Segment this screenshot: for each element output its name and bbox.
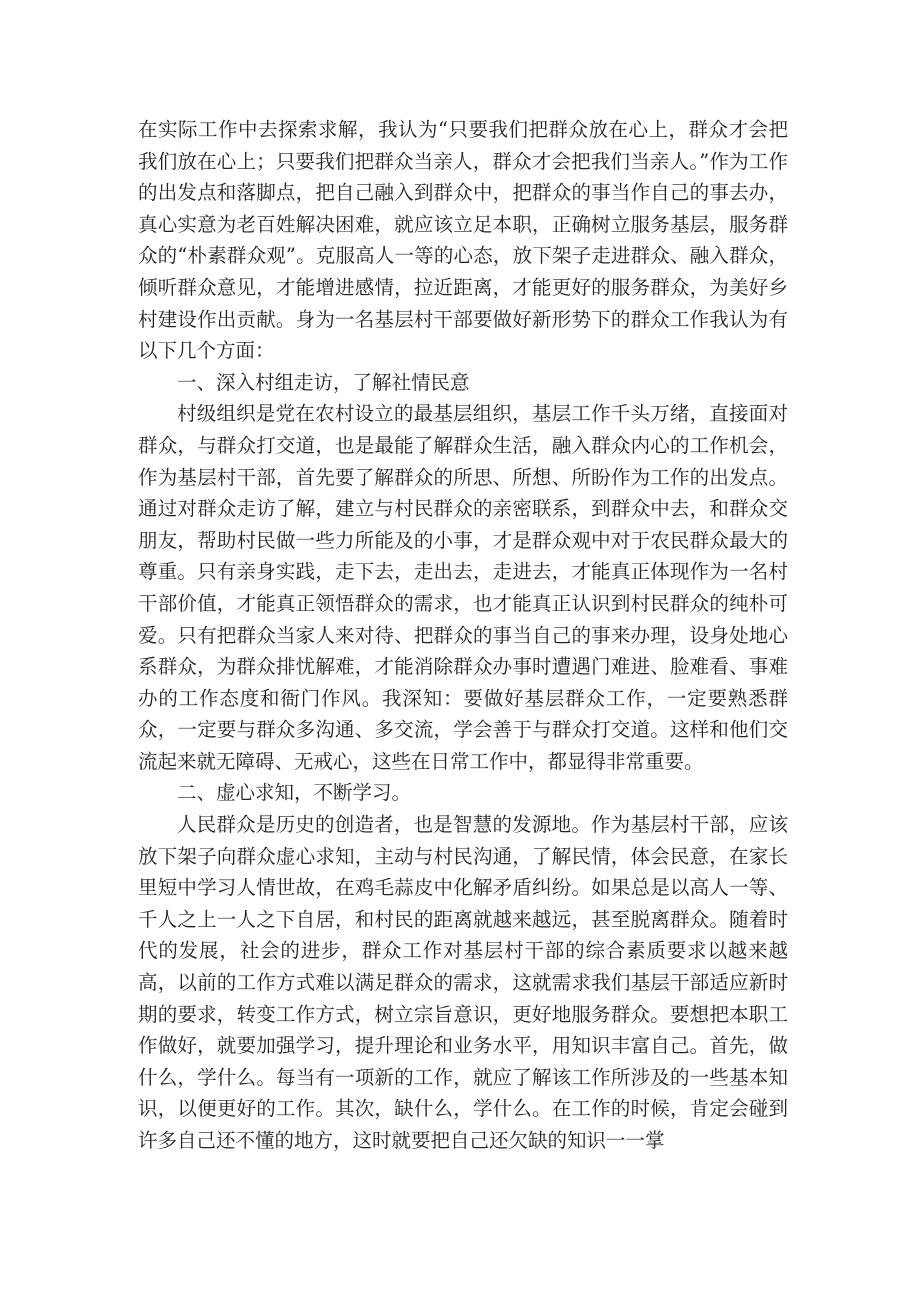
document-page bbox=[138, 114, 788, 1157]
body-paragraph-2: 村级组织是党在农村设立的最基层组织，基层工作千头万绪，直接面对群众，与群众打交道，也是最能了解群众生活，融入群众内心的工作机会，作为基层村干部，首先要了解群众的所思、所想、所盼作为工作的出发点。通过对群众走访了解，建立与村民群众的亲密联系，到群众中去，和群众交朋友，帮助村民做一些力所能及的小事，才是群众观中对于农民群众最大的尊重。只有亲身实践，走下去，走出去，走进去，才能真正体现作为一名村干部价值，才能真正领悟群众的需求，也才能真正认识到村民群众的纯朴可爱。只有把群众当家人来对待、把群众的事当自己的事来办理，设身处地心系群众，为群众排忧解难，才能消除群众办事时遭遇门难进、脸难看、事难办的工作态度和衙门作风。我深知：要做好基层群众工作，一定要熟悉群众，一定要与群众多沟通、多交流，学会善于与群众打交道。这样和他们交流起来就无障碍、无戒心，这些在日常工作中，都显得非常重要。 bbox=[138, 402, 788, 773]
body-paragraph-1: 在实际工作中去探索求解，我认为“只要我们把群众放在心上，群众才会把我们放在心上；只要我们把群众当亲人，群众才会把我们当亲人。”作为工作的出发点和落脚点，把自己融入到群众中，把群众的事当作自己的事去办，真心实意为老百姓解决困难，就应该立足本职，正确树立服务基层，服务群众的“朴素群众观”。克服高人一等的心态，放下架子走进群众、融入群众，倾听群众意见，才能增进感情，拉近距离，才能更好的服务群众，为美好乡村建设作出贡献。身为一名基层村干部要做好新形势下的群众工作我认为有以下几个方面： bbox=[138, 118, 788, 363]
body-paragraph-3: 人民群众是历史的创造者，也是智慧的发源地。作为基层村干部，应该放下架子向群众虚心求知，主动与村民沟通，了解民情，体会民意，在家长里短中学习人情世故，在鸡毛蒜皮中化解矛盾纠纷。如果总是以高人一等、千人之上一人之下自居，和村民的距离就越来越远，甚至脱离群众。随着时代的发展，社会的进步，群众工作对基层村干部的综合素质要求以越来越高，以前的工作方式难以满足群众的需求，这就需求我们基层干部适应新时期的要求，转变工作方式，树立宗旨意识，更好地服务群众。要想把本职工作做好，就要加强学习，提升理论和业务水平，用知识丰富自己。首先，做什么，学什么。每当有一项新的工作，就应了解该工作所涉及的一些基本知识，以便更好的工作。其次，缺什么，学什么。在工作的时候，肯定会碰到许多自己还不懂的地方，这时就要把自己还欠缺的知识一一掌 bbox=[138, 813, 788, 1152]
section-heading-1: 一、深入村组走访，了解社情民意 bbox=[177, 370, 470, 394]
section-heading-2: 二、虚心求知，不断学习。 bbox=[177, 781, 412, 805]
